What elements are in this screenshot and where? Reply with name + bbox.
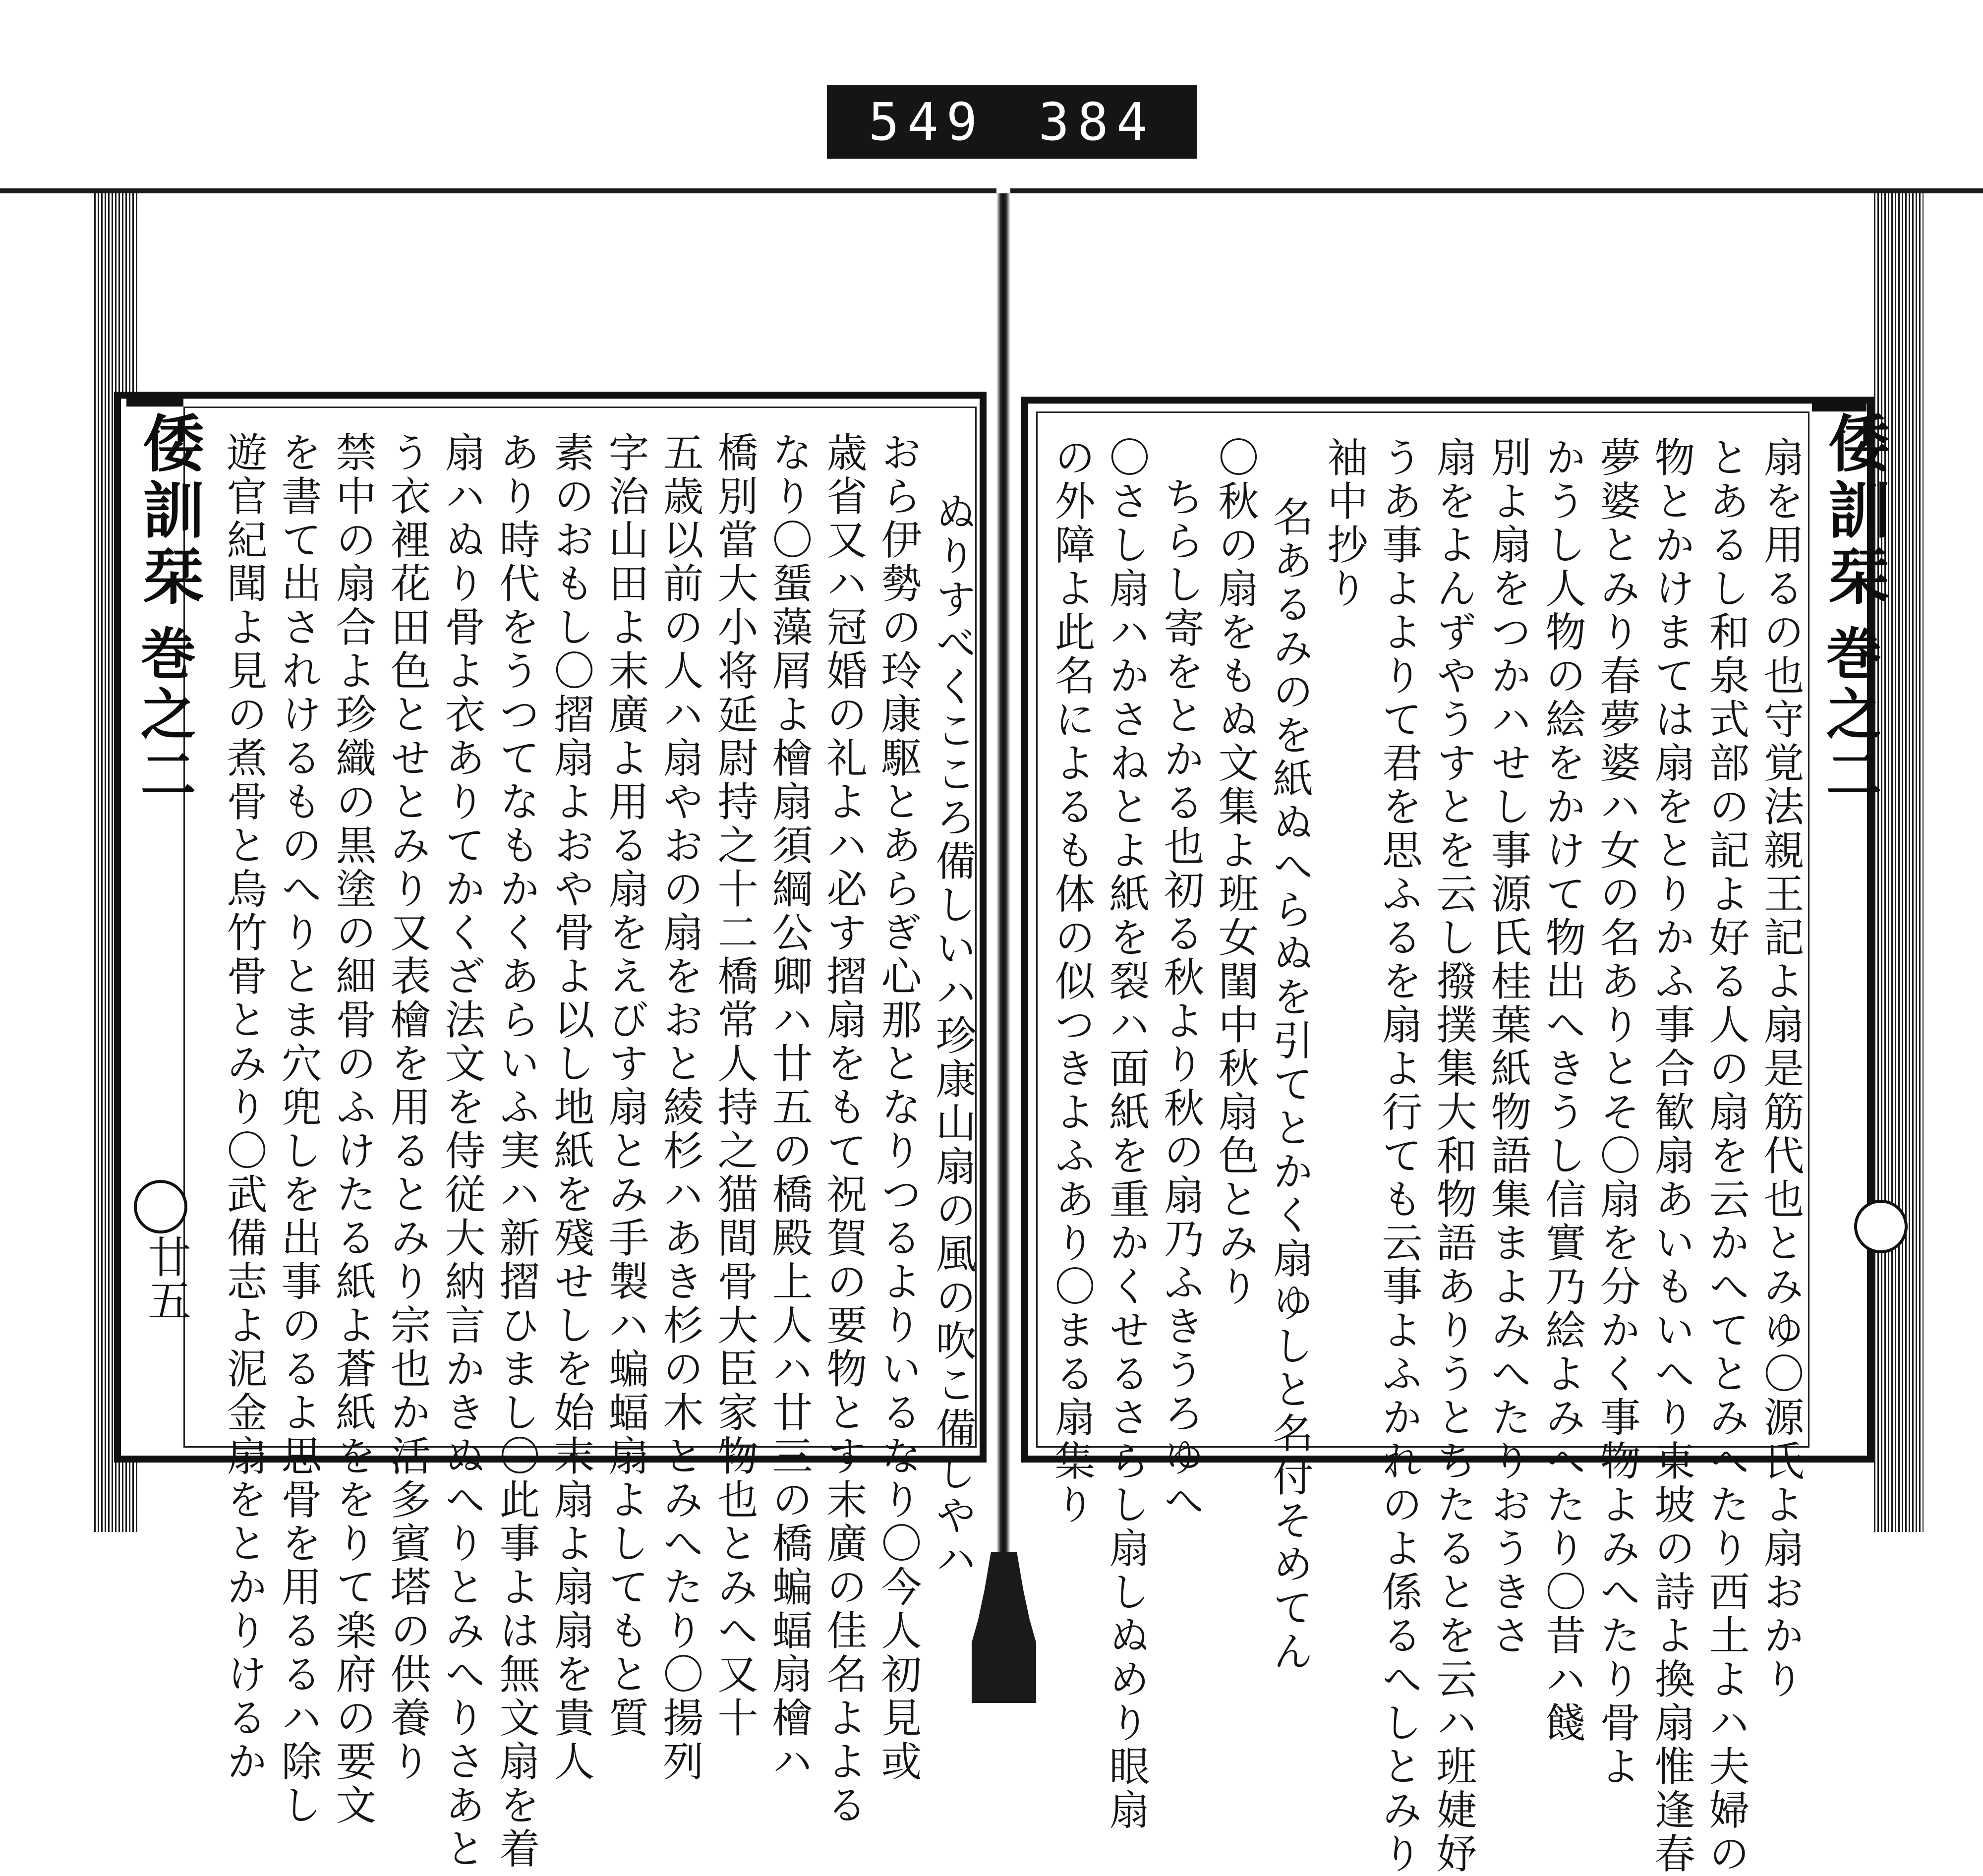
left-col-13: を書て出されけるものへりとま穴兜しを出事のるよ思骨を用るるハ除し	[275, 431, 322, 1827]
spine-tail	[972, 1552, 1036, 1703]
left-col-8: 素のおもし〇摺扇よおや骨よ以し地紙を殘せしを始末扇よ扇扇を貴人	[547, 431, 594, 1784]
left-col-2: おら伊勢の玲康駆とあらぎ心那となりつるよりいるなり〇今人初見或	[875, 431, 922, 1784]
right-page-edge	[1874, 193, 1924, 1532]
right-col-11: 〇秋の扇をもぬ文集よ班女閨中秋扇色とみり	[1212, 436, 1259, 1309]
left-col-3: 歳省又ハ冠婚の礼よハ必す摺扇をもて祝賀の要物とす末廣の佳名よよる	[820, 431, 867, 1827]
right-col-9: 袖中抄り	[1321, 436, 1368, 611]
top-rule-right	[1010, 188, 1983, 193]
left-col-14: 遊官紀聞よ見の煮骨と烏竹骨とみり〇武備志よ泥金扇をとかりけるか	[220, 431, 267, 1784]
book-spine	[996, 193, 1010, 1567]
right-book-title: 倭訓栞	[1818, 411, 1890, 611]
right-volume-label: 巻之二	[1817, 625, 1882, 806]
right-folio-circle	[1854, 1200, 1908, 1253]
right-col-12: ちらし寄をとかる也初る秋より秋の扇乃ふきうろゆへ	[1157, 476, 1204, 1523]
left-col-11: う衣裡花田色とせとみり又表檜を用るとみり宗也か活多賓塔の供養り	[384, 431, 431, 1784]
left-col-12: 禁中の扇合よ珍織の黒塗の細骨のふけたる紙よ蒼紙ををりて楽府の要文	[329, 431, 376, 1827]
left-volume-label: 巻之二	[131, 625, 196, 806]
left-folio-circle	[134, 1180, 187, 1233]
right-col-5: かうし人物の絵をかけて物出へきうし信實乃絵よみへたり〇昔ハ餞	[1539, 436, 1586, 1745]
reference-number-right: 384	[1038, 92, 1156, 152]
right-col-14: の外障よ此名によるも体の似つきよふあり〇まる扇集り	[1048, 436, 1095, 1527]
right-col-1: 扇を用るの也守覚法親王記よ扇是筋代也とみゆ〇源氏よ扇おかり	[1757, 436, 1804, 1701]
left-col-1: ぬりすべくこころ備しいハ珍康山扇の風の吹こ備しやハ	[929, 491, 976, 1582]
right-col-4: 夢婆とみり春夢婆ハ女の名ありとそ〇扇を分かく事物よみへたり骨よ	[1593, 436, 1640, 1789]
right-col-6: 別よ扇をつかハせし事源氏桂葉紙物語集まよみへたりおうきさ	[1484, 436, 1531, 1658]
right-col-8: うあ事よよりて君を思ふるを扇よ行ても云事よふかれのよ係るへしとみり	[1375, 436, 1422, 1876]
left-col-9: あり時代をうつてなもかくあらいふ実ハ新摺ひまし〇此事よは無文扇を着	[493, 431, 540, 1871]
right-col-13: 〇さし扇ハかさねとよ紙を裂ハ面紙を重かくせるさらし扇しぬめり眼扇	[1103, 436, 1150, 1832]
right-col-3: 物とかけまては扇をとりかふ事合歓扇あいもいへり東坡の詩よ換扇惟逢春	[1648, 436, 1695, 1876]
left-col-7: 字治山田よ末廣よ用る扇をえびす扇とみ手製ハ蝙蝠扇よしてもと質	[602, 431, 649, 1740]
right-col-10: 名あるみのを紙ぬへらぬを引てとかく扇ゆしと名付そめてん	[1266, 496, 1313, 1674]
left-col-4: なり〇蜑藻屑よ檜扇須綱公卿ハ廿五の橋殿上人ハ廿三の橋蝙蝠扇檜ハ	[765, 431, 813, 1784]
reference-number-left: 549	[868, 92, 986, 152]
right-title-rule	[1812, 402, 1866, 411]
left-col-6: 五歳以前の人ハ扇やおの扇をおと綾杉ハあき杉の木とみへたり〇揚列	[656, 431, 703, 1784]
left-col-5: 橋別當大小将延尉持之十二橋常人持之猫間骨大臣家物也とみへ又十	[711, 431, 758, 1740]
left-col-10: 扇ハぬり骨よ衣ありてかくざ法文を侍従大納言かきぬへりとみへりさあと	[438, 431, 485, 1871]
left-folio-number: 廿五	[141, 1234, 192, 1322]
right-col-2: とあるし和泉式部の記よ好る人の扇を云かへてとみへたり西土よハ夫婦の	[1702, 436, 1750, 1876]
right-col-7: 扇をよんずやうすとを云し撥撲集大和物語ありうとちたるとを云ハ班婕妤	[1430, 436, 1477, 1876]
left-title-rule	[126, 397, 183, 407]
left-book-title: 倭訓栞	[132, 411, 204, 611]
reference-number-plate	[827, 85, 1197, 159]
top-rule-left	[0, 188, 996, 193]
